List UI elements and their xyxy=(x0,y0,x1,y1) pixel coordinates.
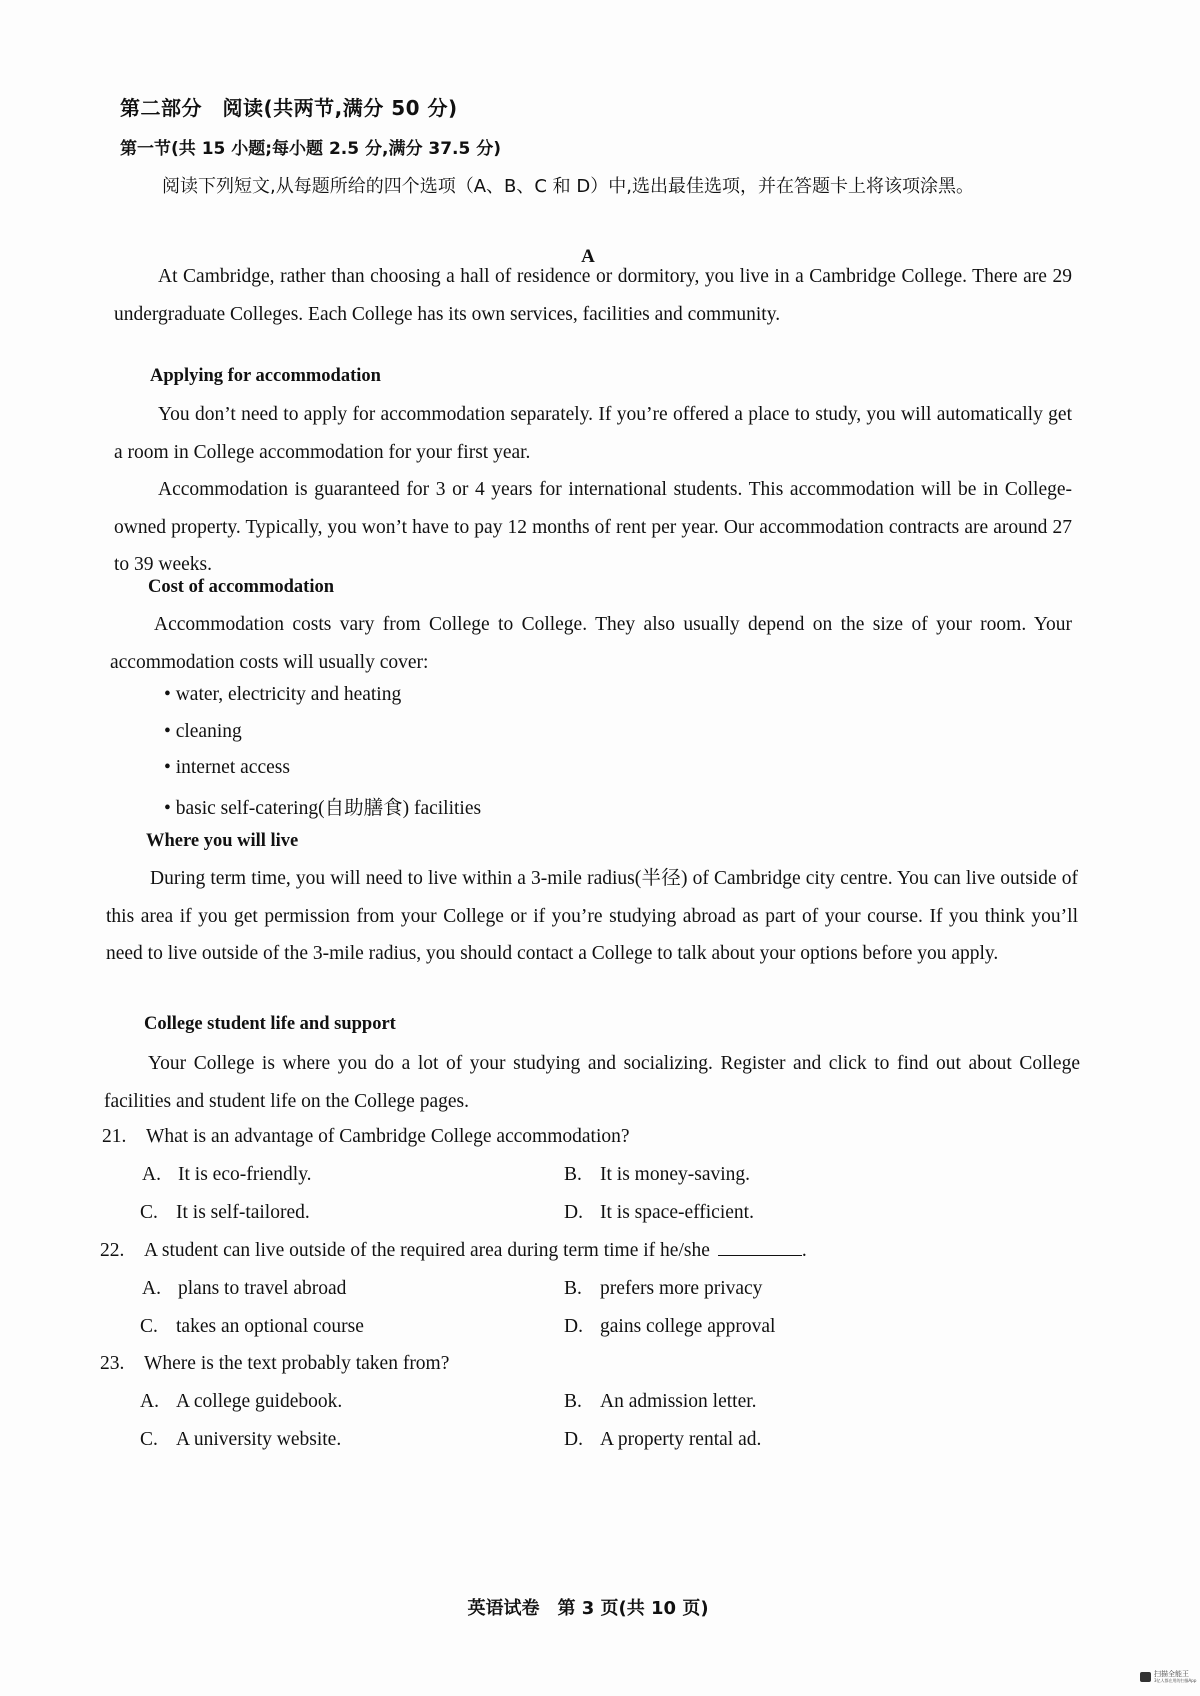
passage-paragraph: Accommodation is guaranteed for 3 or 4 years for international students. This accommodation will be in College-owned property. Typically, you won’t have to pay 12 months of rent per year. Our accommodation contracts are around 27 to 39 weeks. xyxy=(114,479,1072,575)
watermark-text: 扫描全能王 3亿人都在用的扫描App xyxy=(1154,1670,1197,1683)
bullet-item: • internet access xyxy=(164,757,290,778)
section-heading: Where you will live xyxy=(146,831,299,851)
scanner-logo-icon xyxy=(1140,1672,1151,1682)
bullet-item: • cleaning xyxy=(164,721,242,742)
page-footer: 英语试卷 第 3 页(共 10 页) xyxy=(467,1598,709,1619)
option-22-c: C. takes an optional course xyxy=(140,1316,364,1337)
section-heading: Applying for accommodation xyxy=(150,366,381,386)
passage-intro-block xyxy=(114,258,1072,333)
passage-paragraph: At Cambridge, rather than choosing a hall of residence or dormitory, you live in a Cambridge College. There are 29 undergraduate Colleges. Each College has its own services, facilities and community. xyxy=(114,266,1072,325)
option-23-b: B. An admission letter. xyxy=(564,1391,757,1412)
option-23-c: C. A university website. xyxy=(140,1429,342,1450)
question-number: 22. xyxy=(100,1240,125,1261)
section-heading: Cost of accommodation xyxy=(148,577,335,597)
passage-letter: A xyxy=(581,246,595,267)
option-23-d: D. A property rental ad. xyxy=(564,1429,762,1450)
question-text: Where is the text probably taken from? xyxy=(144,1353,450,1374)
part-title: 第二部分 阅读(共两节,满分 50 分) xyxy=(120,96,458,120)
question-text: A student can live outside of the required area during term time if he/she xyxy=(144,1240,710,1261)
option-22-a: A. plans to travel abroad xyxy=(142,1278,347,1299)
answer-blank xyxy=(718,1241,802,1256)
option-22-b: B. prefers more privacy xyxy=(564,1278,763,1299)
question-21 xyxy=(102,1126,630,1148)
question-number: 21. xyxy=(102,1126,127,1147)
passage-section-where xyxy=(106,860,1078,973)
scanner-watermark xyxy=(1140,1670,1196,1683)
option-21-c: C. It is self-tailored. xyxy=(140,1202,310,1223)
option-21-a: A. It is eco-friendly. xyxy=(142,1164,312,1185)
question-number: 23. xyxy=(100,1353,125,1374)
bullet-item: • basic self-catering(自助膳食) facilities xyxy=(164,798,482,819)
section-title: 第一节(共 15 小题;每小题 2.5 分,满分 37.5 分) xyxy=(120,139,502,159)
passage-paragraph: You don’t need to apply for accommodation separately. If you’re offered a place to study, you will automatically get a room in College accommodation for your first year. xyxy=(114,404,1072,463)
option-21-d: D. It is space-efficient. xyxy=(564,1202,754,1223)
question-22: 22. A student can live outside of the required area during term time if he/she . xyxy=(100,1240,807,1261)
option-21-b: B. It is money-saving. xyxy=(564,1164,751,1185)
question-text: What is an advantage of Cambridge College accommodation? xyxy=(146,1126,630,1147)
option-23-a: A. A college guidebook. xyxy=(140,1391,343,1412)
passage-section-applying xyxy=(114,396,1072,584)
bullet-item: • water, electricity and heating xyxy=(164,684,402,705)
passage-paragraph: Your College is where you do a lot of your studying and socializing. Register and click to find out about College facilities and student life on the College pages. xyxy=(104,1053,1080,1112)
section-heading: College student life and support xyxy=(144,1014,396,1034)
passage-paragraph: Accommodation costs vary from College to College. They also usually depend on the size of your room. Your accommodation costs will usually cover: xyxy=(110,614,1072,673)
passage-section-life xyxy=(104,1045,1080,1120)
passage-section-cost xyxy=(110,606,1072,681)
passage-paragraph: During term time, you will need to live within a 3-mile radius(半径) of Cambridge city centre. You can live outside of this area if you get permission from your College or if you’re studying abroad as part of your course. If you think you’ll need to live outside of the 3-mile radius, you should contact a College to talk about your options before you apply. xyxy=(106,868,1078,964)
option-22-d: D. gains college approval xyxy=(564,1316,776,1337)
question-23 xyxy=(100,1353,449,1375)
instruction-text: 阅读下列短文,从每题所给的四个选项（A、B、C 和 D）中,选出最佳选项，并在答题卡上将该项涂黑。 xyxy=(162,176,974,197)
